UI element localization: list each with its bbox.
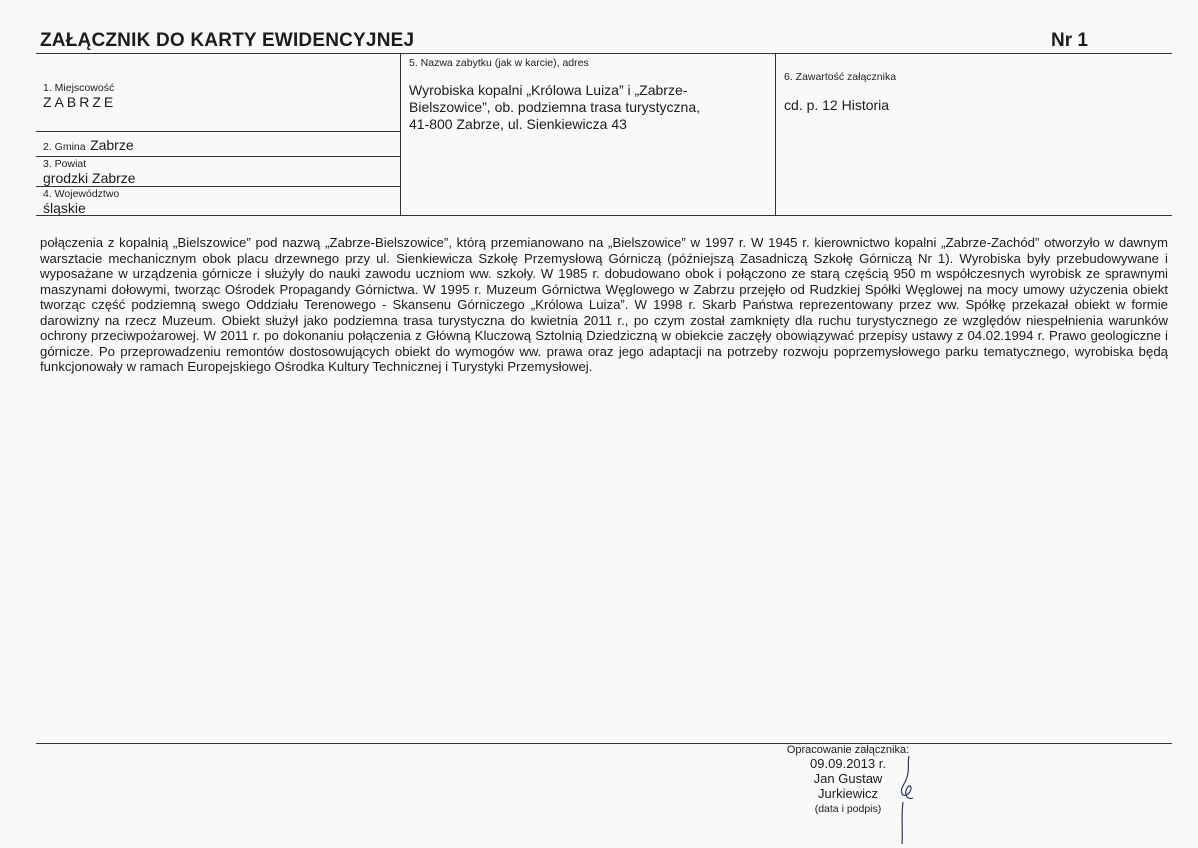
- powiat-label: 3. Powiat: [43, 158, 87, 170]
- miejscowosc-value: ZABRZE: [43, 94, 117, 110]
- nazwa-address: [409, 82, 729, 133]
- footer-line: [36, 743, 1172, 744]
- footer-note: (data i podpis): [814, 803, 882, 815]
- footer-author-first: Jan Gustaw: [813, 771, 883, 786]
- wojewodztwo-value: śląskie: [43, 200, 86, 216]
- document-title: ZAŁĄCZNIK DO KARTY EWIDENCYJNEJ: [40, 30, 415, 51]
- divider-col2: [775, 54, 776, 215]
- wojewodztwo-label: 4. Województwo: [43, 188, 120, 200]
- signature-mark: [895, 754, 925, 846]
- header-underline: [36, 53, 1172, 54]
- address-line: 41-800 Zabrze, ul. Sienkiewicza 43: [409, 116, 627, 132]
- divider-col1: [400, 54, 401, 215]
- gmina-row: [43, 137, 134, 155]
- row-divider-2: [36, 156, 400, 157]
- attachment-number: Nr 1: [1051, 30, 1088, 51]
- powiat-value: grodzki Zabrze: [43, 170, 136, 186]
- history-paragraph: połączenia z kopalnią „Bielszowice” pod nazwą „Zabrze-Bielszowice”, którą przemianowano na „Bielszowice” w 1997 r. W 1945 r. kierownictwo kopalni „Zabrze-Zachód” otworzyło w dawnym warsztacie mechanicznym obok placu drzewnego przy ul. Sienkiewicza Szkołę Przemysłową Górniczą (późniejszą Zasadniczą Szkołę Górniczą Nr 1). Wyrobiska były przebudowywane i wyposażane w urządzenia górnicze i służyły do nauki zawodu uczniom ww. szkoły. W 1985 r. dobudowano obok i połączono ze starą częścią 950 m współczesnych wyrobisk ze sprawnymi maszynami dołowymi, tworząc Ośrodek Propagandy Górnictwa. W 1995 r. Muzeum Górnictwa Węglowego w Zabrzu przejęło od Rudzkiej Spółki Węglowej na mocy umowy użyczenia obiekt tworząc część podziemną swego Oddziału Terenowego - Skansenu Górniczego „Królowa Luiza”. W 1998 r. Skarb Państwa reprezentowany przez ww. Spółkę przekazał obiekt w formie darowizny na rzecz Muzeum. Obiekt służył jako podziemna trasa turystyczna do kwietnia 2011 r., po czym został zamknięty dla ruchu turystycznego ze względów niespełnienia warunków ochrony przeciwpożarowej. W 2011 r. po dokonaniu połączenia z Główną Kluczową Sztolnią Dziedziczną w obiekcie zaczęły obowiązywać przepisy ustawy z 04.02.1994 r. Prawo geologiczne i górnicze. Po przeprowadzeniu remontów dostosowujących obiekt do wymogów ww. prawa oraz jego adaptacji na potrzeby rozwoju poprzemysłowego parku tematycznego, wyrobiska będą funkcjonowały w ramach Europejskiego Ośrodka Kultury Technicznej i Turystyki Przemysłowej.: [40, 235, 1168, 374]
- miejscowosc-label: 1. Miejscowość: [43, 82, 115, 94]
- address-line: Wyrobiska kopalni „Królowa Luiza” i „Zabrze-: [409, 82, 688, 98]
- row-divider-1: [36, 131, 400, 132]
- address-line: Bielszowice”, ob. podziemna trasa turystyczna,: [409, 99, 701, 115]
- zawartosc-value: cd. p. 12 Historia: [784, 97, 890, 113]
- form-bottom-line: [36, 215, 1172, 216]
- nazwa-label: 5. Nazwa zabytku (jak w karcie), adres: [409, 57, 589, 69]
- zawartosc-label: 6. Zawartość załącznika: [784, 71, 897, 83]
- footer-heading: Opracowanie załącznika:: [786, 744, 910, 756]
- footer-date: 09.09.2013 r.: [810, 756, 886, 771]
- gmina-label: 2. Gmina: [43, 141, 86, 153]
- row-divider-3: [36, 186, 400, 187]
- footer-author-last: Jurkiewicz: [818, 786, 878, 801]
- gmina-value: Zabrze: [90, 137, 134, 153]
